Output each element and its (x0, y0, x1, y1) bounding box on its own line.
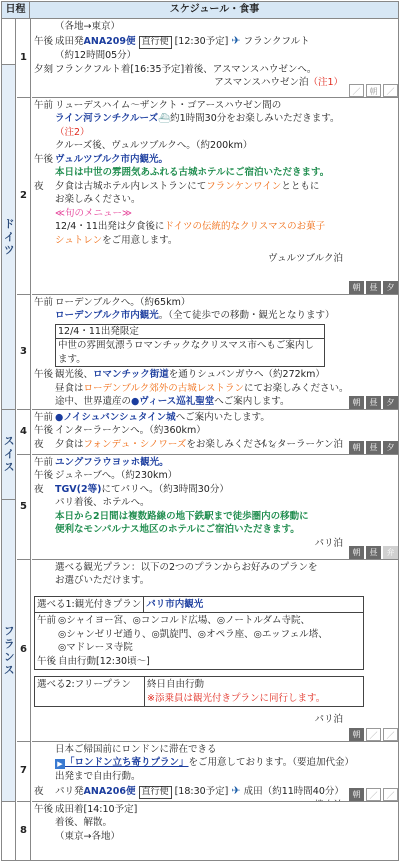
text: 昼食は (55, 382, 84, 394)
text-line (37, 655, 361, 668)
meal-dinner-icon: 夕 (383, 396, 398, 409)
text: 夕食は古城ホテル内レストランにて (55, 180, 207, 192)
meal-breakfast-icon: 朝 (349, 546, 364, 559)
time-label: 夜 (34, 438, 44, 450)
text: 観光後、 (55, 369, 94, 381)
flight-line (34, 33, 395, 49)
airplane-icon: ✈ (231, 34, 241, 48)
time-label: 夜 (34, 180, 44, 192)
stay-label: アスマンスハウゼン泊 (214, 77, 309, 89)
time-label: 午後 (34, 804, 54, 815)
meal-lunch-icon: 昼 (366, 396, 381, 409)
text: [18:30予定] (174, 786, 229, 798)
text-line (34, 438, 395, 451)
meal-none-icon: ／ (383, 788, 398, 801)
country-france: フランス (2, 500, 16, 802)
country-swiss: スイス (2, 410, 16, 500)
text-line: お選びいただけます。 (55, 575, 150, 587)
christmas-market-box (55, 324, 325, 367)
highlight: ロマンチック街道 (93, 369, 169, 381)
text: 。（全て徒歩での移動・観光となります） (158, 310, 335, 322)
stay-label: パリ泊 (314, 714, 343, 726)
text-line (34, 63, 395, 76)
text-line (34, 411, 395, 424)
text: にてパリへ。（約3時間30分） (101, 483, 229, 495)
time-label: 午後 (37, 655, 57, 667)
highlight: シュトレン (55, 234, 103, 246)
highlight: ●ヴィース巡礼聖堂 (131, 396, 215, 408)
text-line (34, 234, 395, 247)
text-line: 選べる観光プラン：以下の2つのプランからお好みのプランを (55, 562, 318, 573)
text-line (34, 309, 395, 322)
text-line: クルーズ後、ヴュルツブルクへ。（約200km） (55, 140, 253, 152)
text: へご案内いたします。 (175, 412, 270, 423)
day-number: 7 (17, 742, 31, 802)
text: パリ発 (55, 786, 84, 798)
box-text: 中世の雰囲気漂うロマンチックなクリスマス市へもご案内します。 (58, 340, 314, 365)
text: とともに (281, 180, 320, 192)
text-line: 日本ご帰国前にロンドンに滞在できる (55, 744, 217, 755)
country-blank-bottom (2, 802, 16, 860)
time-label: 午後 (34, 369, 54, 381)
text-line: 終日自由行動 (147, 679, 205, 691)
highlight: ユングフラウヨッホ観光。 (55, 457, 169, 468)
text: をご用意しております。（要追加代金） (188, 757, 355, 769)
box-title: 12/4・11出発限定 (56, 325, 324, 339)
highlight: ドイツの伝統的なクリスマスのお菓子 (164, 221, 326, 233)
stay-label: インターラーケン泊 (258, 438, 343, 450)
time-label: 午前 (34, 412, 54, 423)
day-4-schedule (32, 410, 398, 455)
day-1-schedule (32, 19, 398, 98)
plan-2-label: 選べる2:フリープラン (35, 677, 145, 706)
text-line: 出発まで自由行動。 (55, 770, 141, 782)
stay-label: パリ泊 (314, 537, 343, 549)
day-number: 3 (17, 295, 31, 410)
plan-2-box (34, 676, 364, 707)
time-label: 午前 (37, 615, 57, 627)
meal-none-icon: ／ (366, 728, 381, 741)
stay-label: ヴュルツブルク泊 (267, 253, 343, 265)
text-line (34, 424, 395, 437)
time-label: 夕刻 (34, 63, 54, 75)
text-line: 着後、解散。 (55, 817, 113, 829)
time-label: 午前 (34, 457, 54, 468)
time-label: 午後 (34, 153, 54, 165)
text: 自由行動[12:30頃～] (58, 655, 150, 667)
highlight: ライン河ランチクルーズ (55, 113, 159, 125)
flight-number: ANA206便 (83, 786, 136, 798)
text-line (34, 756, 395, 769)
day-number: 1 (17, 19, 31, 98)
text-line: パリ着後、ホテルへ。 (55, 497, 150, 509)
airplane-icon: ✈ (231, 784, 241, 798)
time-label: 午前 (34, 100, 54, 111)
meal-breakfast-icon: 朝 (349, 728, 364, 741)
meal-lunch-icon: 昼 (366, 441, 381, 454)
day-5-schedule (32, 455, 398, 560)
text: インターラーケンへ。（約360km） (55, 425, 206, 437)
direct-flight-badge: 直行便 (139, 36, 172, 49)
day-3-schedule (32, 295, 398, 410)
time-label: 午後 (34, 470, 54, 482)
day-7-schedule (32, 742, 398, 802)
day-number: 4 (17, 410, 31, 455)
text: にてお楽しみください。 (243, 382, 349, 394)
text: へご案内します。 (214, 396, 290, 408)
menu-title: ≪旬のメニュー≫ (55, 207, 132, 219)
text: [12:30予定] (174, 36, 229, 48)
highlight: ローデンブルク市内観光 (55, 310, 159, 322)
text-line (34, 296, 395, 309)
text: 約1時間30分をお楽しみいただきます。 (170, 113, 340, 125)
text-line: （各地→東京） (55, 21, 120, 32)
meal-icons (349, 281, 398, 294)
text: フランクフルト着[16:35予定]着後、アスマンスハウゼンへ。 (55, 63, 317, 75)
meal-none-icon: ／ (383, 728, 398, 741)
text-line (34, 483, 395, 496)
text: を通りシュバンガウへ（約272km） (168, 369, 325, 381)
text: フランクフルト (243, 36, 310, 48)
text-line: （東京→各地） (55, 830, 120, 842)
text-line (34, 368, 395, 381)
header-schedule: スケジュール・食事 (169, 4, 260, 15)
text-line (34, 99, 395, 112)
ship-icon: ⛴ (158, 113, 171, 125)
time-label: 午前 (34, 297, 54, 308)
meal-breakfast-icon: 朝 (349, 396, 364, 409)
text-line: （約12時間05分） (55, 50, 137, 62)
text: ◎シャイヨー宮、◎コンコルド広場、◎ノートルダム寺院、 (58, 615, 311, 627)
hotel-note: 本日から2日間は複数路線の地下鉄駅まで徒歩圏内の移動に (55, 510, 309, 522)
text-line: ◎シャンゼリゼ通り、◎凱旋門、◎オペラ座、◎エッフェル塔、 (58, 628, 328, 640)
time-label: 午後 (34, 36, 54, 48)
meal-icons (349, 728, 398, 741)
highlight: フランケンワイン (206, 180, 282, 192)
highlight: フォンデュ・シノワーズ (83, 438, 187, 450)
hotel-note: 本日は中世の雰囲気あふれる古城ホテルにご宿泊いただきます。 (55, 167, 330, 179)
text: ローデンブルクへ。（約65km） (55, 297, 191, 308)
text-line (34, 180, 395, 193)
day-6-schedule (32, 560, 398, 742)
meal-none-icon: ／ (383, 84, 398, 97)
day-number: 6 (17, 560, 31, 742)
highlight: ローデンブルク郊外の古城レストラン (83, 382, 244, 394)
text-line (37, 614, 361, 627)
meal-breakfast-icon: 朝 (349, 281, 364, 294)
text: をご用意します。 (102, 234, 178, 246)
day-number: 2 (17, 98, 31, 295)
highlight: TGV(2等) (55, 483, 102, 495)
note: ※添乗員は観光付きプランに同行します。 (147, 692, 326, 704)
link-arrow-icon: ▶ (55, 759, 65, 769)
meal-icons (349, 84, 398, 97)
stay-line (34, 76, 395, 89)
day-number: 8 (17, 802, 31, 860)
header-day: 日程 (2, 2, 30, 18)
country-germany: ドイツ (2, 65, 16, 410)
time-label: 夜 (34, 483, 44, 495)
plan-1-title: パリ市内観光 (146, 598, 204, 610)
text-line (34, 382, 395, 395)
highlight: ヴュルツブルク市内観光。 (55, 153, 169, 165)
meal-lunch-icon: 昼 (366, 546, 381, 559)
text: リューデスハイム～ザンクト・ゴアースハウゼン間の (55, 100, 282, 111)
text: 成田発 (55, 36, 84, 48)
text-line (34, 220, 395, 233)
text: 成田 (243, 786, 263, 798)
note: （注1） (308, 77, 343, 89)
meal-breakfast-icon: 朝 (349, 441, 364, 454)
meal-bento-icon: 弁 (383, 546, 398, 559)
meal-breakfast-icon: 朝 (349, 788, 364, 801)
text: （約11時間40分） (262, 786, 344, 798)
day-8-schedule (32, 802, 398, 860)
itinerary-table (1, 1, 399, 861)
meal-icons (349, 546, 398, 559)
meal-icons (349, 788, 398, 801)
time-label: 午後 (34, 425, 54, 437)
table-header (2, 2, 398, 19)
meal-lunch-icon: 昼 (366, 281, 381, 294)
meal-icons (349, 396, 398, 409)
country-blank-top (2, 19, 16, 65)
meal-none-icon: ／ (349, 84, 364, 97)
meal-none-icon: ／ (366, 788, 381, 801)
text-line (34, 153, 395, 166)
text: をお楽しみください。 (186, 438, 282, 450)
text-line (34, 456, 395, 469)
plan-1-header (35, 597, 363, 613)
flight-line (34, 783, 395, 799)
note: （注2） (55, 126, 90, 138)
text: 12/4・11出発は夕食後に (55, 221, 165, 233)
text-line: お楽しみください。 (55, 194, 141, 206)
text-line (34, 803, 395, 816)
meal-icons (349, 441, 398, 454)
text: 夕食は (55, 438, 84, 450)
london-plan-link[interactable]: 「ロンドン立ち寄りプラン」 (65, 757, 189, 769)
text-line (34, 395, 395, 408)
plan-1-label: 選べる1:観光付きプラン (35, 597, 144, 612)
day-number: 5 (17, 455, 31, 560)
text-line: ◎マドレーヌ寺院 (58, 642, 133, 654)
meal-breakfast-icon: 朝 (366, 84, 381, 97)
meal-dinner-icon: 夕 (383, 281, 398, 294)
text-line (34, 469, 395, 482)
flight-number: ANA209便 (83, 36, 136, 48)
text: 成田着[14:10予定] (55, 804, 138, 815)
text: ジュネーブへ。（約230km） (55, 470, 178, 482)
plan-1-box (34, 596, 364, 670)
text-line (34, 112, 395, 125)
text: 途中、世界遺産の (55, 396, 132, 408)
time-label: 夜 (34, 786, 44, 798)
meal-dinner-icon: 夕 (383, 441, 398, 454)
day-2-schedule (32, 98, 398, 295)
highlight: ●ノイシュバンシュタイン城 (55, 412, 176, 423)
direct-flight-badge: 直行便 (139, 786, 172, 799)
hotel-note: 便利なモンパルナス地区のホテルにご宿泊いただきます。 (55, 524, 300, 536)
